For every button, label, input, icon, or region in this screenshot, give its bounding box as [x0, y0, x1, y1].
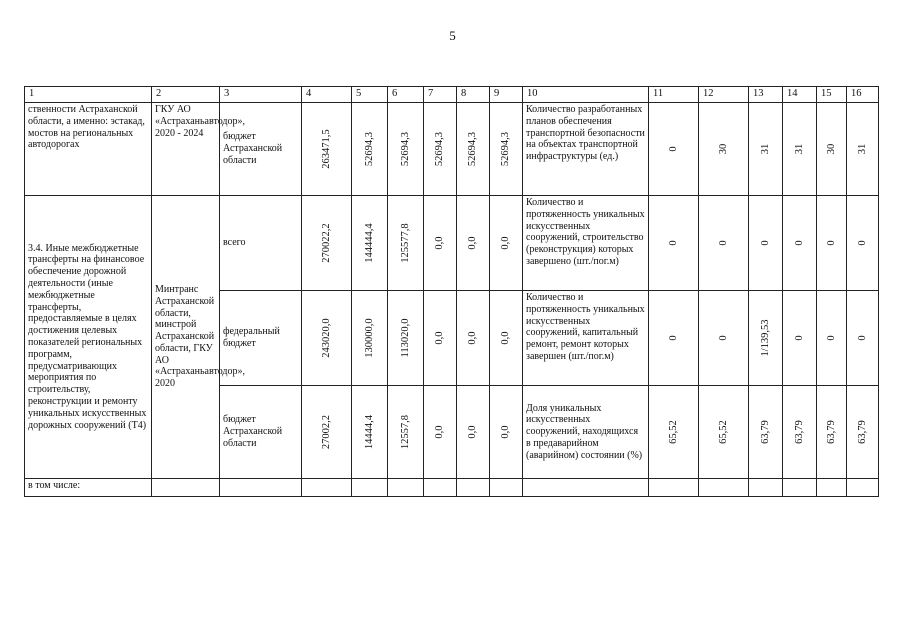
activity-cell: ственности Астраханской области, а именно: эстакад, мостов на региональных автодорогах	[25, 103, 152, 196]
target-cell	[817, 386, 847, 479]
value-cell	[424, 196, 457, 291]
target-text: 0	[856, 335, 868, 341]
target-text: 0	[825, 335, 837, 341]
value-text: 52694,3	[499, 131, 511, 167]
target-cell	[699, 386, 749, 479]
target-cell	[817, 196, 847, 291]
target-cell	[699, 103, 749, 196]
value-cell	[457, 291, 490, 386]
indicator-cell: Количество и протяженность уникальных искусственных сооружений, капитальный ремонт, ремонт которых завершен (шт./пог.м)	[523, 291, 649, 386]
col-header: 1	[25, 87, 152, 103]
col-header: 15	[817, 87, 847, 103]
value-text: 0,0	[499, 236, 511, 250]
col-header: 8	[457, 87, 490, 103]
target-text: 0	[759, 240, 771, 246]
empty-cell	[152, 479, 220, 497]
value-text: 0,0	[433, 331, 445, 345]
value-text: 130000,0	[363, 318, 375, 358]
value-cell	[424, 291, 457, 386]
value-cell	[457, 386, 490, 479]
empty-cell	[457, 479, 490, 497]
target-cell	[749, 103, 783, 196]
col-header: 3	[220, 87, 302, 103]
value-cell	[424, 103, 457, 196]
target-cell	[847, 386, 879, 479]
target-text: 0	[667, 335, 679, 341]
value-cell	[302, 386, 352, 479]
target-cell	[783, 386, 817, 479]
col-header: 16	[847, 87, 879, 103]
target-text: 63,79	[825, 420, 837, 444]
table-row	[25, 103, 879, 196]
value-cell	[352, 103, 388, 196]
col-header: 13	[749, 87, 783, 103]
target-text: 31	[856, 143, 868, 155]
table-row	[25, 196, 879, 291]
indicator-cell: Доля уникальных искусственных сооружений, находящихся в предаварийном (аварийном) состоянии (%)	[523, 386, 649, 479]
value-cell	[490, 196, 523, 291]
value-text: 52694,3	[433, 131, 445, 167]
including-label: в том числе:	[25, 479, 152, 497]
target-text: 63,79	[856, 420, 868, 444]
target-text: 0	[793, 335, 805, 341]
target-text: 0	[667, 146, 679, 152]
col-header: 9	[490, 87, 523, 103]
empty-cell	[783, 479, 817, 497]
value-text: 0,0	[466, 331, 478, 345]
value-text: 125577,8	[399, 223, 411, 263]
header-row	[25, 87, 879, 103]
value-text: 52694,3	[399, 131, 411, 167]
value-cell	[388, 291, 424, 386]
value-text: 0,0	[433, 236, 445, 250]
target-cell	[783, 103, 817, 196]
source-cell: бюджет Астраханской области	[220, 103, 302, 196]
target-cell	[699, 291, 749, 386]
target-text: 0	[856, 240, 868, 246]
value-cell	[352, 196, 388, 291]
target-cell	[847, 291, 879, 386]
target-cell	[749, 291, 783, 386]
value-text: 0,0	[466, 425, 478, 439]
value-cell	[302, 291, 352, 386]
value-cell	[424, 386, 457, 479]
empty-cell	[490, 479, 523, 497]
target-cell	[783, 291, 817, 386]
target-text: 63,79	[793, 420, 805, 444]
empty-cell	[352, 479, 388, 497]
source-cell: федеральный бюджет	[220, 291, 302, 386]
empty-cell	[424, 479, 457, 497]
target-cell	[847, 196, 879, 291]
col-header: 5	[352, 87, 388, 103]
target-text: 0	[717, 240, 729, 246]
target-text: 63,79	[759, 420, 771, 444]
target-text: 65,52	[717, 420, 729, 444]
program-table	[24, 86, 879, 497]
activity-cell: 3.4. Иные межбюджетные трансферты на финансовое обеспечение дорожной деятельности (иные межбюджетные трансферты, предоставляемые в целях достижения целевых показателей региональных программ, предусматривающих мероприятия по строительству, реконструкции и ремонту уникальных искусственных дорожных сооружений (Т4)	[25, 196, 152, 479]
target-cell	[749, 196, 783, 291]
value-cell	[490, 103, 523, 196]
value-text: 12557,8	[399, 414, 411, 450]
col-header: 12	[699, 87, 749, 103]
value-text: 113020,0	[399, 318, 411, 358]
target-text: 30	[717, 143, 729, 155]
empty-cell	[523, 479, 649, 497]
col-header: 10	[523, 87, 649, 103]
target-cell	[847, 103, 879, 196]
value-cell	[388, 196, 424, 291]
target-text: 1/139,53	[759, 319, 771, 357]
page-number: 5	[449, 28, 456, 43]
empty-cell	[699, 479, 749, 497]
value-text: 270022,2	[320, 223, 332, 263]
col-header: 4	[302, 87, 352, 103]
col-header: 14	[783, 87, 817, 103]
col-header: 11	[649, 87, 699, 103]
target-cell	[649, 103, 699, 196]
value-cell	[490, 291, 523, 386]
target-text: 0	[793, 240, 805, 246]
target-cell	[699, 196, 749, 291]
target-text: 0	[717, 335, 729, 341]
executor-cell: ГКУ АО «Астраханьавтодор», 2020 - 2024	[152, 103, 220, 196]
target-cell	[649, 196, 699, 291]
value-cell	[457, 196, 490, 291]
target-text: 0	[667, 240, 679, 246]
target-text: 30	[825, 143, 837, 155]
target-cell	[783, 196, 817, 291]
value-text: 0,0	[499, 425, 511, 439]
value-cell	[352, 386, 388, 479]
indicator-cell: Количество и протяженность уникальных искусственных сооружений, строительство (реконструкция) которых завершено (шт./пог.м)	[523, 196, 649, 291]
empty-cell	[817, 479, 847, 497]
source-cell: бюджет Астраханской области	[220, 386, 302, 479]
target-cell	[817, 291, 847, 386]
indicator-cell: Количество разработанных планов обеспечения транспортной безопасности на объектах транспортной инфраструктуры (ед.)	[523, 103, 649, 196]
value-text: 0,0	[433, 425, 445, 439]
value-cell	[457, 103, 490, 196]
value-text: 27002,2	[320, 414, 332, 450]
value-cell	[302, 196, 352, 291]
value-text: 144444,4	[363, 223, 375, 263]
value-cell	[302, 103, 352, 196]
value-text: 243020,0	[320, 318, 332, 358]
target-text: 0	[825, 240, 837, 246]
target-text: 65,52	[667, 420, 679, 444]
value-text: 0,0	[466, 236, 478, 250]
executor-cell: Минтранс Астраханской области, минстрой Астраханской области, ГКУ АО «Астраханьавтодор», 2020	[152, 196, 220, 479]
value-cell	[352, 291, 388, 386]
target-text: 31	[793, 143, 805, 155]
target-cell	[649, 386, 699, 479]
value-cell	[388, 103, 424, 196]
value-text: 0,0	[499, 331, 511, 345]
empty-cell	[388, 479, 424, 497]
empty-cell	[220, 479, 302, 497]
target-text: 31	[759, 143, 771, 155]
value-text: 14444,4	[363, 414, 375, 450]
table-row	[25, 479, 879, 497]
value-text: 263471,5	[320, 129, 332, 169]
empty-cell	[847, 479, 879, 497]
target-cell	[649, 291, 699, 386]
value-text: 52694,3	[363, 131, 375, 167]
col-header: 6	[388, 87, 424, 103]
value-cell	[388, 386, 424, 479]
empty-cell	[302, 479, 352, 497]
col-header: 2	[152, 87, 220, 103]
value-text: 52694,3	[466, 131, 478, 167]
empty-cell	[649, 479, 699, 497]
col-header: 7	[424, 87, 457, 103]
source-cell: всего	[220, 196, 302, 291]
value-cell	[490, 386, 523, 479]
empty-cell	[749, 479, 783, 497]
target-cell	[749, 386, 783, 479]
target-cell	[817, 103, 847, 196]
